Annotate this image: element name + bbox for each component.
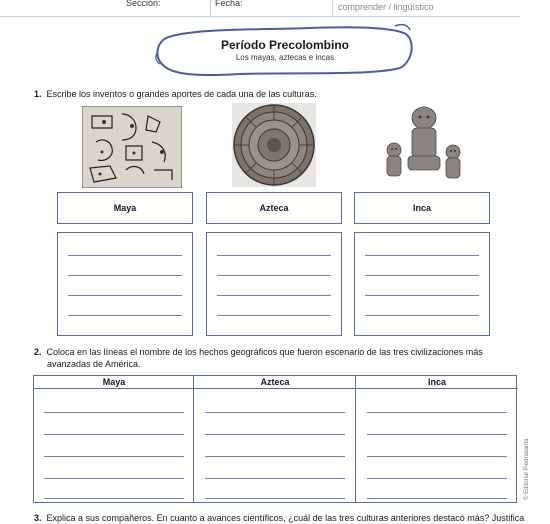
answer-box-inca[interactable] [354,232,490,336]
page-title: Período Precolombino [220,38,349,52]
answer-line[interactable] [205,478,345,479]
answer-line[interactable] [217,255,331,256]
page-subtitle: Los mayas, aztecas e incas [235,53,335,62]
header-divider [332,0,333,16]
header-divider [210,0,211,16]
q1-number: 1. [34,89,42,99]
answer-line[interactable] [365,255,479,256]
maya-codex-image [82,106,182,188]
q2-number: 2. [34,347,42,357]
q2-prompt [34,346,514,358]
q2-text-line1: Coloca en las líneas el nombre de los hechos geográficos que fueron escenario de las tres civilizaciones más [46,347,483,357]
answer-line[interactable] [217,275,331,276]
answer-line[interactable] [44,412,184,413]
seccion-label: Sección: [126,0,161,8]
answer-line[interactable] [44,456,184,457]
answer-line[interactable] [68,315,182,316]
answer-line[interactable] [367,456,507,457]
q1-prompt [34,88,317,100]
table-header-azteca: Azteca [194,376,356,389]
answer-line[interactable] [367,434,507,435]
answer-line[interactable] [367,498,507,499]
q2-table[interactable] [33,375,517,503]
answer-line[interactable] [44,498,184,499]
answer-line[interactable] [205,412,345,413]
inca-figurines-image [378,104,470,184]
fecha-label: Fecha: [215,0,243,8]
answer-line[interactable] [365,275,479,276]
q1-text: Escribe los inventos o grandes aportes de cada una de las culturas. [46,89,317,99]
q3-prompt [34,512,524,524]
answer-line[interactable] [68,275,182,276]
table-column-divider [193,376,194,502]
answer-line[interactable] [365,315,479,316]
culture-label-inca: Inca [354,192,490,224]
answer-line[interactable] [367,412,507,413]
answer-box-maya[interactable] [57,232,193,336]
answer-box-azteca[interactable] [206,232,342,336]
answer-line[interactable] [367,478,507,479]
answer-line[interactable] [205,434,345,435]
answer-line[interactable] [205,498,345,499]
answer-line[interactable] [68,295,182,296]
aztec-sun-stone-image [232,103,316,187]
header-bottom-rule [0,16,520,17]
skills-text: comprender / lingüístico [338,2,434,12]
answer-line[interactable] [205,456,345,457]
answer-line[interactable] [68,255,182,256]
answer-line[interactable] [217,315,331,316]
answer-line[interactable] [44,434,184,435]
answer-line[interactable] [44,478,184,479]
answer-line[interactable] [217,295,331,296]
culture-label-maya: Maya [57,192,193,224]
culture-label-azteca: Azteca [206,192,342,224]
q3-number: 3. [34,513,42,523]
q3-text: Explica a sus compañeros. En cuanto a avances científicos, ¿cuál de las tres culturas anteriores destacó más? Justifica [46,513,525,523]
table-column-divider [355,376,356,502]
publisher-credit: © Editorial Piedrasanta [524,438,530,500]
answer-line[interactable] [365,295,479,296]
table-header-maya: Maya [34,376,194,389]
q2-text-line2: avanzadas de América. [47,359,141,369]
table-header-inca: Inca [356,376,518,389]
